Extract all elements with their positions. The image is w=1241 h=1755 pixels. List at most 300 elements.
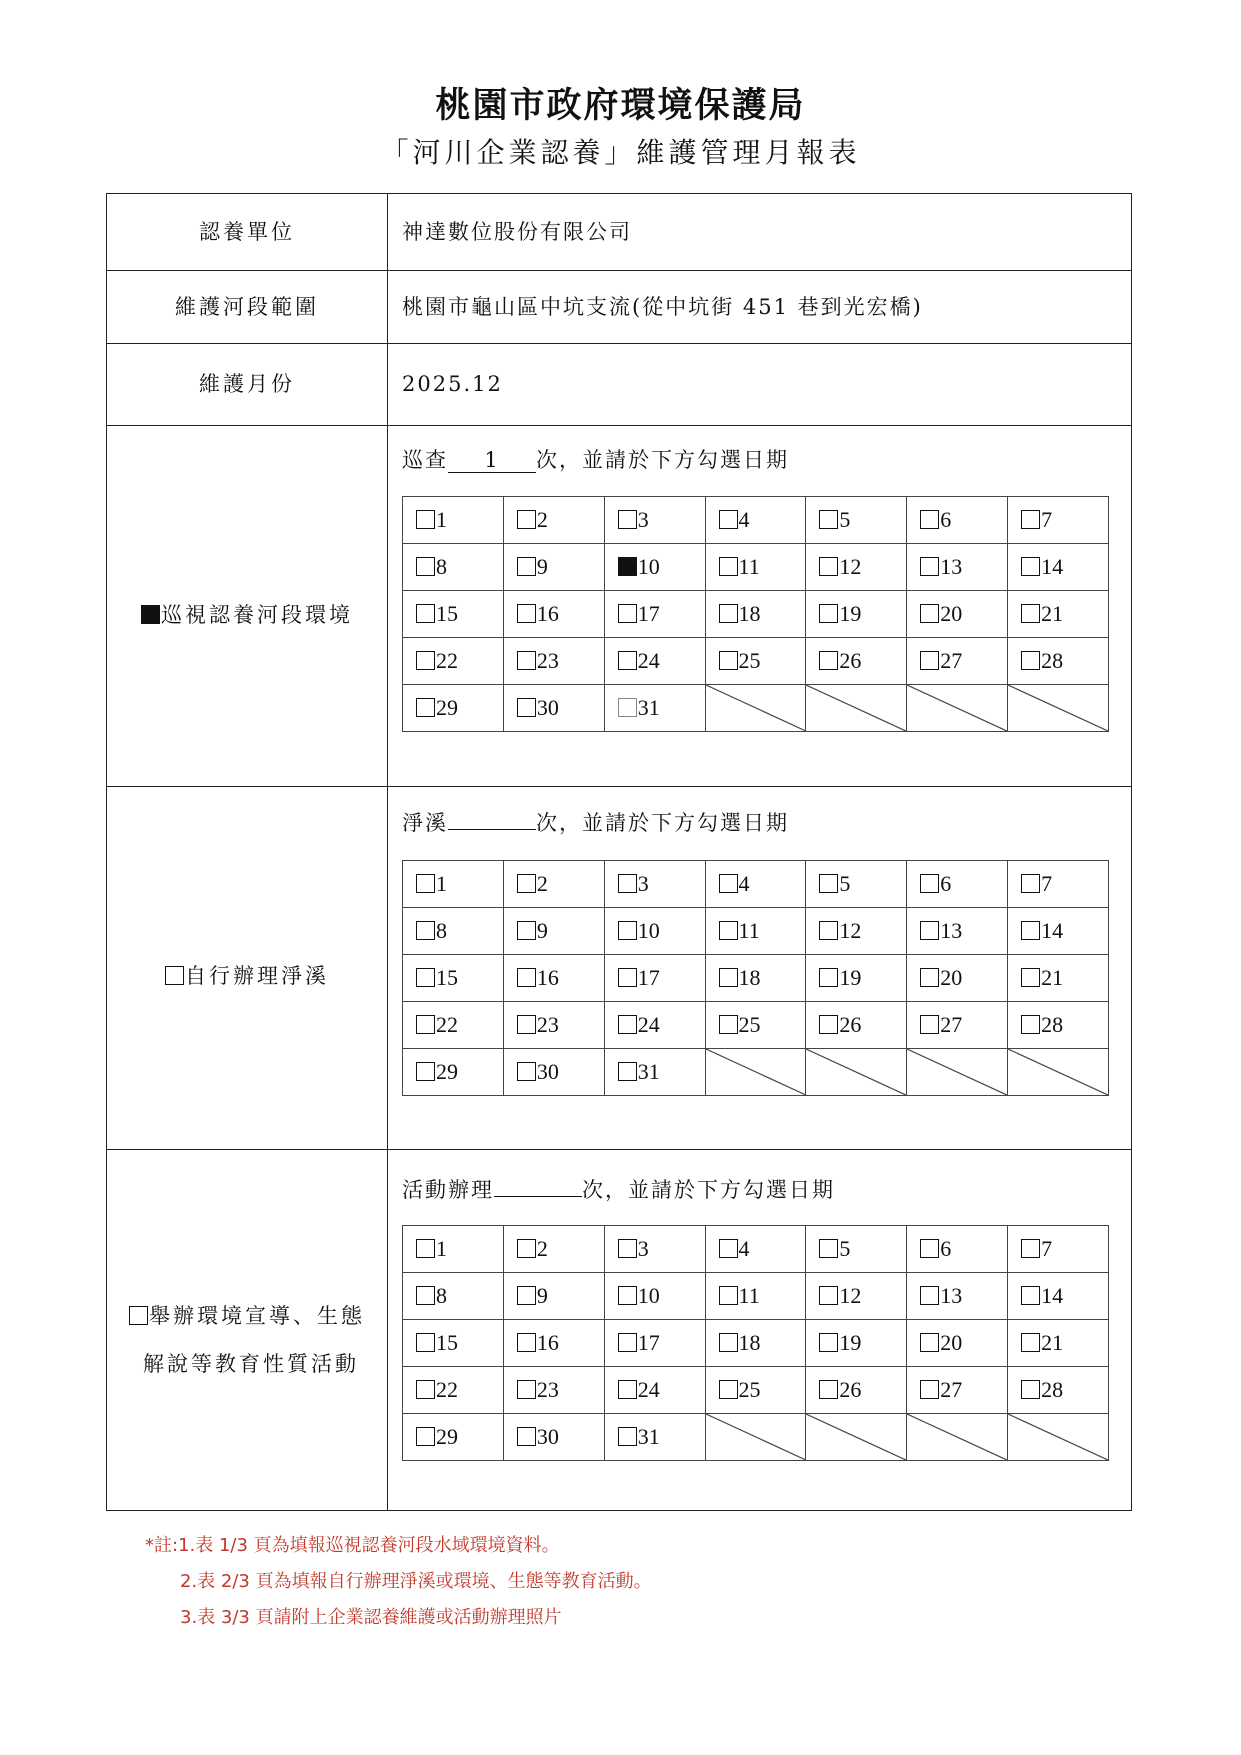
day-checkbox[interactable] (618, 604, 637, 623)
day-label: 20 (940, 1330, 963, 1355)
day-checkbox[interactable] (1021, 651, 1040, 670)
day-cell-6[interactable] (907, 1226, 1008, 1273)
day-checkbox[interactable] (517, 651, 536, 670)
day-cell-17[interactable] (604, 955, 705, 1002)
activity-section-checkbox[interactable] (129, 1306, 148, 1325)
day-cell-19[interactable] (806, 955, 907, 1002)
day-checkbox[interactable] (517, 874, 536, 893)
diagonal-strike (706, 1414, 806, 1460)
day-checkbox[interactable] (517, 604, 536, 623)
range-label: 維護河段範圍 (175, 295, 319, 319)
day-checkbox[interactable] (719, 557, 738, 576)
day-cell-8[interactable] (403, 1273, 504, 1320)
day-cell-1[interactable] (403, 1226, 504, 1273)
day-label: 13 (940, 918, 963, 943)
day-label: 24 (637, 1377, 660, 1402)
day-checkbox[interactable] (819, 1333, 838, 1352)
day-checkbox[interactable] (618, 557, 637, 576)
day-checkbox[interactable] (719, 874, 738, 893)
day-cell-24[interactable] (604, 1367, 705, 1414)
patrol-count-prefix: 巡查 (402, 448, 448, 472)
day-cell-25[interactable] (705, 1002, 806, 1049)
day-label: 11 (738, 554, 760, 579)
day-checkbox[interactable] (517, 510, 536, 529)
day-label: 6 (940, 871, 952, 896)
day-checkbox[interactable] (1021, 1333, 1040, 1352)
day-cell-28[interactable] (1008, 1002, 1109, 1049)
day-cell-21[interactable] (1008, 955, 1109, 1002)
day-label: 16 (536, 601, 559, 626)
day-checkbox[interactable] (1021, 968, 1040, 987)
day-cell-29[interactable] (403, 1049, 504, 1096)
day-checkbox[interactable] (618, 698, 637, 717)
day-checkbox[interactable] (819, 921, 838, 940)
day-checkbox[interactable] (920, 1333, 939, 1352)
day-cell-2[interactable] (503, 861, 604, 908)
day-checkbox[interactable] (920, 1286, 939, 1305)
day-checkbox[interactable] (920, 968, 939, 987)
day-cell-9[interactable] (503, 1273, 604, 1320)
day-label: 20 (940, 965, 963, 990)
day-cell-26[interactable] (806, 1002, 907, 1049)
day-cell-6[interactable] (907, 861, 1008, 908)
day-cell-27[interactable] (907, 638, 1008, 685)
row-divider (107, 1149, 1131, 1150)
day-label: 16 (536, 965, 559, 990)
day-cell-24[interactable] (604, 1002, 705, 1049)
day-label: 10 (637, 918, 660, 943)
day-label: 29 (436, 1424, 458, 1449)
day-checkbox[interactable] (719, 968, 738, 987)
day-cell-12[interactable] (806, 544, 907, 591)
day-checkbox[interactable] (416, 968, 435, 987)
day-checkbox[interactable] (416, 557, 435, 576)
day-cell-3[interactable] (604, 497, 705, 544)
day-checkbox[interactable] (416, 1286, 435, 1305)
day-cell-26[interactable] (806, 1367, 907, 1414)
day-checkbox[interactable] (920, 604, 939, 623)
day-checkbox[interactable] (416, 1062, 435, 1081)
empty-day-cell (907, 1414, 1008, 1461)
day-label: 30 (536, 695, 559, 720)
grid-row (403, 497, 1109, 544)
day-cell-1[interactable] (403, 861, 504, 908)
day-label: 28 (1041, 1377, 1064, 1402)
day-checkbox[interactable] (719, 921, 738, 940)
row-divider (107, 343, 1131, 344)
day-checkbox[interactable] (920, 557, 939, 576)
day-checkbox[interactable] (416, 1380, 435, 1399)
grid-row (403, 861, 1109, 908)
day-cell-19[interactable] (806, 1320, 907, 1367)
day-label: 3 (637, 507, 649, 532)
cleanup-date-grid (402, 860, 1109, 1096)
day-checkbox[interactable] (719, 510, 738, 529)
day-checkbox[interactable] (416, 874, 435, 893)
day-cell-25[interactable] (705, 638, 806, 685)
day-label: 6 (940, 1236, 952, 1261)
day-label: 4 (738, 507, 750, 532)
day-cell-18[interactable] (705, 1320, 806, 1367)
day-checkbox[interactable] (1021, 874, 1040, 893)
day-cell-18[interactable] (705, 591, 806, 638)
day-cell-23[interactable] (503, 638, 604, 685)
day-label: 10 (637, 1283, 660, 1308)
day-label: 27 (940, 1012, 963, 1037)
day-cell-22[interactable] (403, 1367, 504, 1414)
day-checkbox[interactable] (517, 698, 536, 717)
day-cell-18[interactable] (705, 955, 806, 1002)
day-checkbox[interactable] (416, 1427, 435, 1446)
day-label: 23 (536, 1012, 559, 1037)
day-cell-11[interactable] (705, 1273, 806, 1320)
day-checkbox[interactable] (719, 651, 738, 670)
day-cell-12[interactable] (806, 1273, 907, 1320)
day-cell-16[interactable] (503, 591, 604, 638)
day-cell-15[interactable] (403, 955, 504, 1002)
day-cell-11[interactable] (705, 908, 806, 955)
patrol-section-label-text: 巡視認養河段環境 (161, 603, 353, 627)
day-label: 26 (839, 648, 862, 673)
day-label: 10 (637, 554, 660, 579)
day-checkbox[interactable] (1021, 1380, 1040, 1399)
day-checkbox[interactable] (416, 1239, 435, 1258)
empty-day-cell (705, 685, 806, 732)
day-cell-20[interactable] (907, 1320, 1008, 1367)
day-checkbox[interactable] (719, 1239, 738, 1258)
day-label: 15 (436, 1330, 458, 1355)
day-cell-19[interactable] (806, 591, 907, 638)
day-checkbox[interactable] (920, 1015, 939, 1034)
day-checkbox[interactable] (719, 1015, 738, 1034)
day-checkbox[interactable] (618, 1239, 637, 1258)
day-cell-3[interactable] (604, 861, 705, 908)
day-checkbox[interactable] (819, 604, 838, 623)
day-checkbox[interactable] (819, 557, 838, 576)
day-cell-27[interactable] (907, 1002, 1008, 1049)
day-label: 1 (436, 871, 447, 896)
day-label: 5 (839, 507, 851, 532)
day-checkbox[interactable] (517, 1333, 536, 1352)
patrol-section-label (107, 591, 387, 639)
empty-day-cell (1008, 1414, 1109, 1461)
grid-row (403, 544, 1109, 591)
day-checkbox[interactable] (920, 874, 939, 893)
day-cell-20[interactable] (907, 591, 1008, 638)
day-cell-27[interactable] (907, 1367, 1008, 1414)
day-checkbox[interactable] (1021, 557, 1040, 576)
day-checkbox[interactable] (618, 1333, 637, 1352)
day-checkbox[interactable] (618, 1015, 637, 1034)
day-label: 14 (1041, 554, 1064, 579)
day-checkbox[interactable] (618, 1427, 637, 1446)
day-label: 31 (637, 1424, 660, 1449)
day-cell-14[interactable] (1008, 544, 1109, 591)
day-cell-8[interactable] (403, 544, 504, 591)
day-checkbox[interactable] (416, 651, 435, 670)
range-value: 桃園市龜山區中坑支流(從中坑街 451 巷到光宏橋) (402, 295, 923, 319)
day-label: 8 (436, 918, 447, 943)
day-cell-31[interactable] (604, 1414, 705, 1461)
day-label: 17 (637, 1330, 660, 1355)
day-cell-15[interactable] (403, 591, 504, 638)
activity-count-field[interactable] (494, 1196, 582, 1197)
day-checkbox[interactable] (517, 1286, 536, 1305)
grid-row (403, 591, 1109, 638)
day-label: 12 (839, 554, 862, 579)
day-label: 16 (536, 1330, 559, 1355)
cleanup-section-checkbox[interactable] (165, 966, 184, 985)
day-cell-4[interactable] (705, 497, 806, 544)
day-cell-22[interactable] (403, 638, 504, 685)
day-label: 26 (839, 1377, 862, 1402)
day-cell-7[interactable] (1008, 1226, 1109, 1273)
day-cell-10[interactable] (604, 1273, 705, 1320)
day-label: 5 (839, 871, 851, 896)
day-checkbox[interactable] (618, 1286, 637, 1305)
empty-day-cell (907, 1049, 1008, 1096)
day-label: 3 (637, 871, 649, 896)
grid-row (403, 1273, 1109, 1320)
activity-section-label-text-1: 舉辦環境宣導、生態 (149, 1304, 365, 1328)
day-label: 18 (738, 965, 761, 990)
activity-count-suffix: 次，並請於下方勾選日期 (582, 1178, 835, 1202)
patrol-section-checkbox[interactable] (141, 605, 160, 624)
day-cell-5[interactable] (806, 861, 907, 908)
day-cell-20[interactable] (907, 955, 1008, 1002)
grid-row (403, 1226, 1109, 1273)
day-label: 3 (637, 1236, 649, 1261)
day-cell-7[interactable] (1008, 861, 1109, 908)
day-cell-5[interactable] (806, 497, 907, 544)
day-checkbox[interactable] (517, 1380, 536, 1399)
day-cell-7[interactable] (1008, 497, 1109, 544)
day-cell-15[interactable] (403, 1320, 504, 1367)
diagonal-strike (1008, 1414, 1108, 1460)
day-label: 8 (436, 554, 447, 579)
diagonal-strike (806, 1049, 906, 1095)
month-label: 維護月份 (199, 372, 295, 396)
day-checkbox[interactable] (1021, 1286, 1040, 1305)
day-label: 2 (536, 871, 548, 896)
grid-row (403, 685, 1109, 732)
day-cell-2[interactable] (503, 1226, 604, 1273)
activity-section-label-line2: 解說等教育性質活動 (143, 1352, 359, 1376)
day-label: 25 (738, 1012, 761, 1037)
day-checkbox[interactable] (416, 1333, 435, 1352)
day-checkbox[interactable] (416, 510, 435, 529)
empty-day-cell (705, 1414, 806, 1461)
day-cell-10[interactable] (604, 544, 705, 591)
day-cell-28[interactable] (1008, 638, 1109, 685)
day-cell-10[interactable] (604, 908, 705, 955)
day-cell-25[interactable] (705, 1367, 806, 1414)
day-cell-17[interactable] (604, 1320, 705, 1367)
day-cell-26[interactable] (806, 638, 907, 685)
day-cell-9[interactable] (503, 908, 604, 955)
day-checkbox[interactable] (819, 1380, 838, 1399)
day-checkbox[interactable] (618, 968, 637, 987)
grid-row (403, 638, 1109, 685)
day-checkbox[interactable] (618, 651, 637, 670)
empty-day-cell (907, 685, 1008, 732)
day-checkbox[interactable] (517, 921, 536, 940)
day-checkbox[interactable] (517, 1062, 536, 1081)
cleanup-section-label-text: 自行辦理淨溪 (185, 964, 329, 988)
day-label: 21 (1041, 965, 1064, 990)
day-checkbox[interactable] (920, 921, 939, 940)
report-table (106, 193, 1132, 1511)
day-cell-16[interactable] (503, 955, 604, 1002)
patrol-count-field[interactable]: 1 (448, 448, 536, 473)
day-cell-30[interactable] (503, 1414, 604, 1461)
day-checkbox[interactable] (819, 510, 838, 529)
day-checkbox[interactable] (416, 1015, 435, 1034)
day-checkbox[interactable] (416, 604, 435, 623)
diagonal-strike (907, 685, 1007, 731)
day-checkbox[interactable] (819, 1239, 838, 1258)
day-cell-8[interactable] (403, 908, 504, 955)
day-checkbox[interactable] (517, 1239, 536, 1258)
day-cell-29[interactable] (403, 685, 504, 732)
day-checkbox[interactable] (819, 874, 838, 893)
day-cell-21[interactable] (1008, 1320, 1109, 1367)
cleanup-count-prefix: 淨溪 (402, 811, 448, 835)
day-cell-31[interactable] (604, 685, 705, 732)
activity-date-grid (402, 1225, 1109, 1461)
empty-day-cell (806, 685, 907, 732)
day-checkbox[interactable] (1021, 921, 1040, 940)
day-label: 27 (940, 648, 963, 673)
day-checkbox[interactable] (618, 1380, 637, 1399)
day-checkbox[interactable] (719, 1286, 738, 1305)
diagonal-strike (706, 685, 806, 731)
day-label: 13 (940, 1283, 963, 1308)
day-cell-1[interactable] (403, 497, 504, 544)
day-checkbox[interactable] (819, 651, 838, 670)
day-cell-23[interactable] (503, 1002, 604, 1049)
day-cell-12[interactable] (806, 908, 907, 955)
day-cell-13[interactable] (907, 908, 1008, 955)
day-checkbox[interactable] (618, 510, 637, 529)
day-cell-13[interactable] (907, 1273, 1008, 1320)
day-checkbox[interactable] (517, 557, 536, 576)
cleanup-section-label (107, 952, 387, 1000)
day-checkbox[interactable] (1021, 1015, 1040, 1034)
day-cell-17[interactable] (604, 591, 705, 638)
day-cell-5[interactable] (806, 1226, 907, 1273)
empty-day-cell (806, 1049, 907, 1096)
day-checkbox[interactable] (416, 698, 435, 717)
day-label: 31 (637, 695, 660, 720)
day-label: 11 (738, 1283, 760, 1308)
day-cell-22[interactable] (403, 1002, 504, 1049)
day-checkbox[interactable] (618, 874, 637, 893)
footnote-1: *註:1.表 1/3 頁為填報巡視認養河段水域環境資料。 (145, 1535, 560, 1556)
day-cell-4[interactable] (705, 1226, 806, 1273)
day-cell-3[interactable] (604, 1226, 705, 1273)
unit-value: 神達數位股份有限公司 (402, 220, 632, 244)
day-cell-9[interactable] (503, 544, 604, 591)
day-cell-29[interactable] (403, 1414, 504, 1461)
day-label: 7 (1041, 507, 1053, 532)
day-checkbox[interactable] (1021, 510, 1040, 529)
day-checkbox[interactable] (819, 1015, 838, 1034)
day-cell-2[interactable] (503, 497, 604, 544)
day-checkbox[interactable] (719, 604, 738, 623)
day-cell-23[interactable] (503, 1367, 604, 1414)
day-label: 4 (738, 1236, 750, 1261)
activity-count-line (402, 1175, 835, 1205)
day-label: 11 (738, 918, 760, 943)
day-checkbox[interactable] (416, 921, 435, 940)
day-cell-28[interactable] (1008, 1367, 1109, 1414)
day-cell-13[interactable] (907, 544, 1008, 591)
day-cell-30[interactable] (503, 685, 604, 732)
day-cell-11[interactable] (705, 544, 806, 591)
day-cell-16[interactable] (503, 1320, 604, 1367)
cleanup-count-suffix: 次，並請於下方勾選日期 (536, 811, 789, 835)
day-checkbox[interactable] (719, 1333, 738, 1352)
day-label: 22 (436, 648, 458, 673)
day-cell-6[interactable] (907, 497, 1008, 544)
diagonal-strike (907, 1049, 1007, 1095)
day-label: 23 (536, 648, 559, 673)
day-checkbox[interactable] (819, 968, 838, 987)
day-checkbox[interactable] (920, 1239, 939, 1258)
grid-row (403, 908, 1109, 955)
day-label: 5 (839, 1236, 851, 1261)
day-cell-24[interactable] (604, 638, 705, 685)
day-checkbox[interactable] (517, 968, 536, 987)
day-checkbox[interactable] (819, 1286, 838, 1305)
day-checkbox[interactable] (920, 1380, 939, 1399)
diagonal-strike (806, 1414, 906, 1460)
day-cell-30[interactable] (503, 1049, 604, 1096)
day-checkbox[interactable] (719, 1380, 738, 1399)
day-label: 1 (436, 1236, 447, 1261)
day-checkbox[interactable] (618, 1062, 637, 1081)
day-checkbox[interactable] (1021, 1239, 1040, 1258)
cleanup-count-field[interactable] (448, 829, 536, 830)
cleanup-count-line (402, 808, 789, 838)
day-cell-21[interactable] (1008, 591, 1109, 638)
day-label: 1 (436, 507, 447, 532)
footnotes (145, 1528, 652, 1636)
day-checkbox[interactable] (1021, 604, 1040, 623)
day-cell-31[interactable] (604, 1049, 705, 1096)
day-checkbox[interactable] (618, 921, 637, 940)
day-checkbox[interactable] (517, 1427, 536, 1446)
day-checkbox[interactable] (920, 510, 939, 529)
day-label: 28 (1041, 648, 1064, 673)
unit-label: 認養單位 (199, 220, 295, 244)
page-title: 桃園市政府環境保護局 (435, 85, 806, 126)
day-label: 28 (1041, 1012, 1064, 1037)
day-label: 17 (637, 601, 660, 626)
day-checkbox[interactable] (517, 1015, 536, 1034)
day-checkbox[interactable] (920, 651, 939, 670)
day-cell-4[interactable] (705, 861, 806, 908)
day-label: 26 (839, 1012, 862, 1037)
day-cell-14[interactable] (1008, 1273, 1109, 1320)
day-cell-14[interactable] (1008, 908, 1109, 955)
column-divider (387, 194, 388, 1510)
day-label: 7 (1041, 871, 1053, 896)
row-divider (107, 270, 1131, 271)
day-label: 13 (940, 554, 963, 579)
page-subtitle: 「河川企業認養」維護管理月報表 (380, 136, 861, 169)
